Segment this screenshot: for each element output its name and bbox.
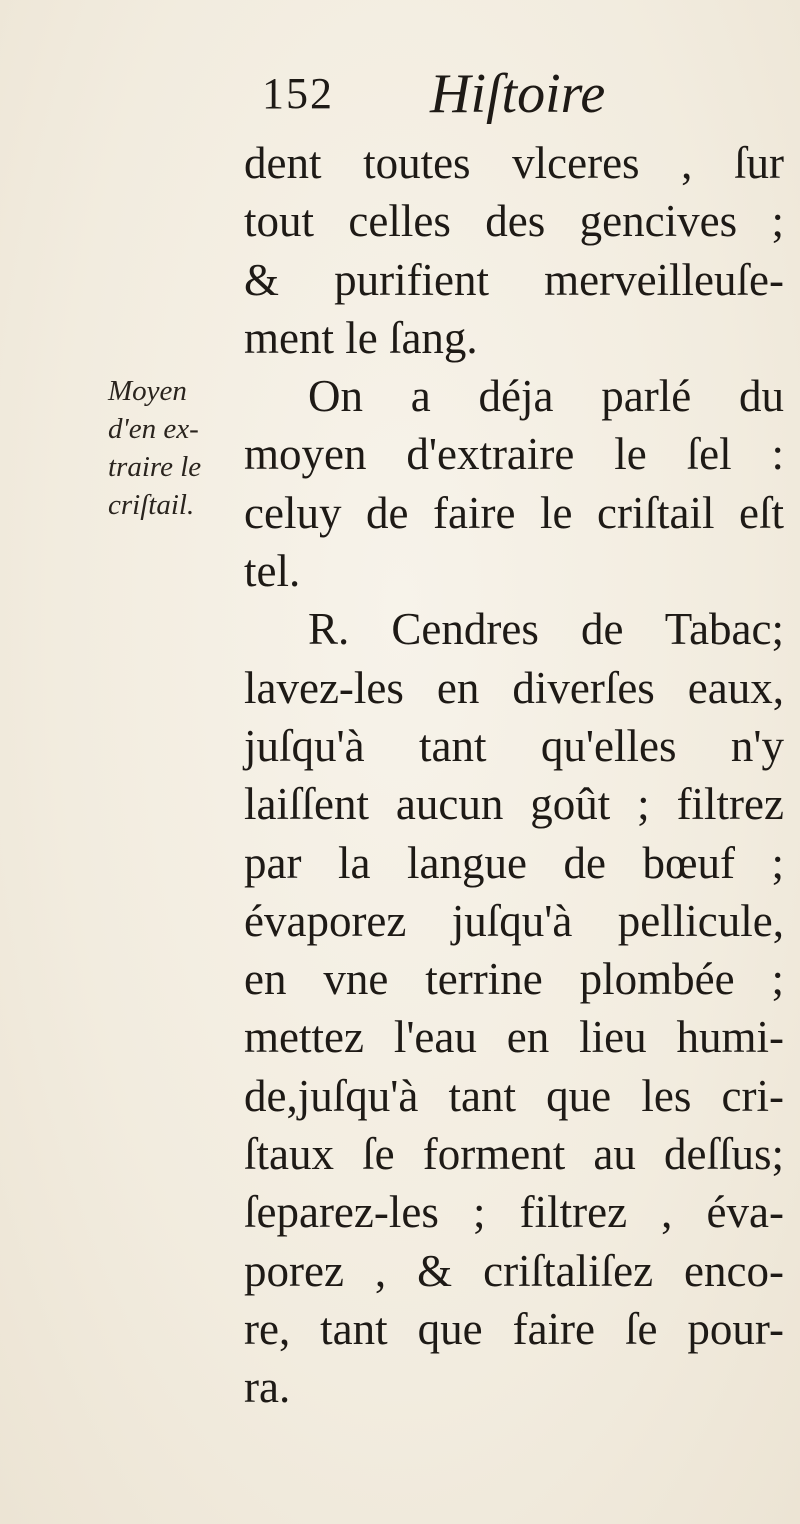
text-line: en vne terrine plombée ; <box>244 954 784 1005</box>
body-text <box>244 134 784 1417</box>
text-line: tout celles des gencives ; <box>244 196 784 247</box>
text-line: On a déja parlé du <box>308 371 784 422</box>
margin-note-line: traire le <box>108 451 202 483</box>
text-line: ſeparez-les ; filtrez , éva- <box>244 1187 784 1238</box>
margin-note-line: Moyen <box>108 375 187 407</box>
text-line: R. Cendres de Tabac; <box>308 604 784 655</box>
text-line: moyen d'extraire le ſel : <box>244 429 784 480</box>
text-line: juſqu'à tant qu'elles n'y <box>244 720 784 771</box>
page-header <box>262 63 762 138</box>
text-line: celuy de faire le criſtail eſt <box>244 487 784 538</box>
text-line: ra. <box>244 1362 291 1413</box>
text-line: dent toutes vlceres , ſur <box>244 138 784 188</box>
text-line: de,juſqu'à tant que les cri- <box>244 1070 784 1121</box>
page-number: 152 <box>262 69 334 118</box>
text-line: évaporez juſqu'à pellicule, <box>244 895 784 946</box>
text-line: ment le ſang. <box>244 312 478 363</box>
text-line: par la langue de bœuf ; <box>244 837 784 888</box>
margin-note <box>108 372 238 524</box>
text-line: porez , & criſtaliſez enco- <box>244 1245 784 1296</box>
text-line: & purifient merveilleuſe- <box>244 254 784 305</box>
running-title: Hiſtoire <box>430 63 606 125</box>
text-line: re, tant que faire ſe pour- <box>244 1303 784 1354</box>
text-line: tel. <box>244 546 301 597</box>
margin-note-line: d'en ex- <box>108 413 199 445</box>
text-line: laiſſent aucun goût ; filtrez <box>244 779 784 830</box>
margin-note-line: criſtail. <box>108 489 195 521</box>
text-line: lavez-les en diverſes eaux, <box>244 662 784 713</box>
text-line: ſtaux ſe forment au deſſus; <box>244 1129 784 1180</box>
text-line: mettez l'eau en lieu humi- <box>244 1012 784 1063</box>
